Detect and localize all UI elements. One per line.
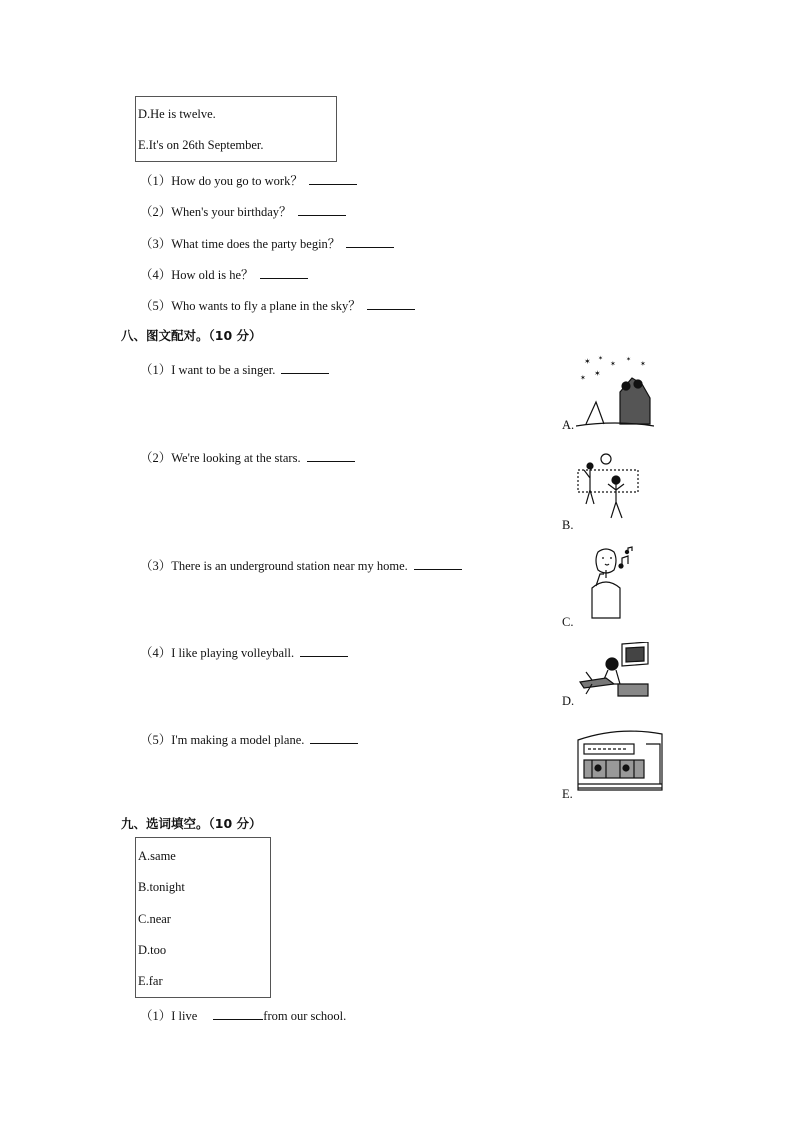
answer-blank[interactable] xyxy=(309,174,357,185)
picture-a-stargazing xyxy=(576,354,654,430)
picture-e-underground-station xyxy=(576,728,664,792)
answer-blank[interactable] xyxy=(310,733,358,744)
picture-b-volleyball xyxy=(576,452,640,524)
item-text: （5）I'm making a model plane. xyxy=(140,733,305,747)
picture-c-singer xyxy=(586,546,634,622)
option-e: E.It's on 26th September. xyxy=(138,138,264,152)
answer-blank[interactable] xyxy=(213,1009,263,1020)
item-text: （3）There is an underground station near my home. xyxy=(140,559,408,573)
question-5 xyxy=(140,296,415,314)
match-item-3 xyxy=(140,556,462,574)
answer-blank[interactable] xyxy=(414,559,462,570)
svg-text:✶: ✶ xyxy=(640,360,646,368)
option-box-top xyxy=(135,96,337,162)
svg-text:✶: ✶ xyxy=(598,356,604,362)
word-option-e: E.far xyxy=(138,974,163,988)
answer-blank[interactable] xyxy=(300,646,348,657)
item-text: （1）I want to be a singer. xyxy=(140,363,276,377)
answer-blank[interactable] xyxy=(307,451,355,462)
question-text-before: （1）I live xyxy=(140,1009,198,1023)
match-item-4 xyxy=(140,643,348,661)
match-item-5 xyxy=(140,730,358,748)
section-9-heading: 九、选词填空。（10 分） xyxy=(121,816,262,831)
picture-d-label: D. xyxy=(562,694,575,708)
question-text: （3）What time does the party begin？ xyxy=(140,237,341,251)
word-option-b: B.tonight xyxy=(138,880,185,894)
word-option-c: C.near xyxy=(138,912,171,926)
word-bank-box xyxy=(135,837,271,998)
svg-text:✶: ✶ xyxy=(584,357,591,366)
match-item-1 xyxy=(140,360,329,378)
answer-blank[interactable] xyxy=(260,268,308,279)
picture-e-label: E. xyxy=(562,787,573,801)
item-text: （4）I like playing volleyball. xyxy=(140,646,295,660)
picture-a-label: A. xyxy=(562,418,575,432)
answer-blank[interactable] xyxy=(281,363,329,374)
question-3 xyxy=(140,234,394,252)
option-d: D.He is twelve. xyxy=(138,107,216,121)
question-text: （4）How old is he？ xyxy=(140,268,254,282)
question-text-after: from our school. xyxy=(263,1009,347,1023)
answer-blank[interactable] xyxy=(367,299,415,310)
answer-blank[interactable] xyxy=(346,237,394,248)
svg-text:✶: ✶ xyxy=(610,360,616,368)
svg-text:✶: ✶ xyxy=(580,374,586,382)
svg-text:✶: ✶ xyxy=(626,357,632,363)
question-4 xyxy=(140,265,308,283)
match-item-2 xyxy=(140,448,355,466)
question-text: （5）Who wants to fly a plane in the sky？ xyxy=(140,299,361,313)
section-8-heading: 八、图文配对。（10 分） xyxy=(121,328,262,343)
answer-blank[interactable] xyxy=(298,205,346,216)
picture-b-label: B. xyxy=(562,518,574,532)
question-1 xyxy=(140,171,357,189)
word-option-d: D.too xyxy=(138,943,167,957)
svg-text:✶: ✶ xyxy=(594,369,601,378)
picture-c-label: C. xyxy=(562,615,574,629)
question-text: （1）How do you go to work？ xyxy=(140,174,303,188)
word-option-a: A.same xyxy=(138,849,176,863)
item-text: （2）We're looking at the stars. xyxy=(140,451,301,465)
question-text: （2）When's your birthday？ xyxy=(140,205,292,219)
picture-d-model-plane xyxy=(578,642,650,700)
fill-question-1 xyxy=(140,1006,346,1024)
question-2 xyxy=(140,202,346,220)
